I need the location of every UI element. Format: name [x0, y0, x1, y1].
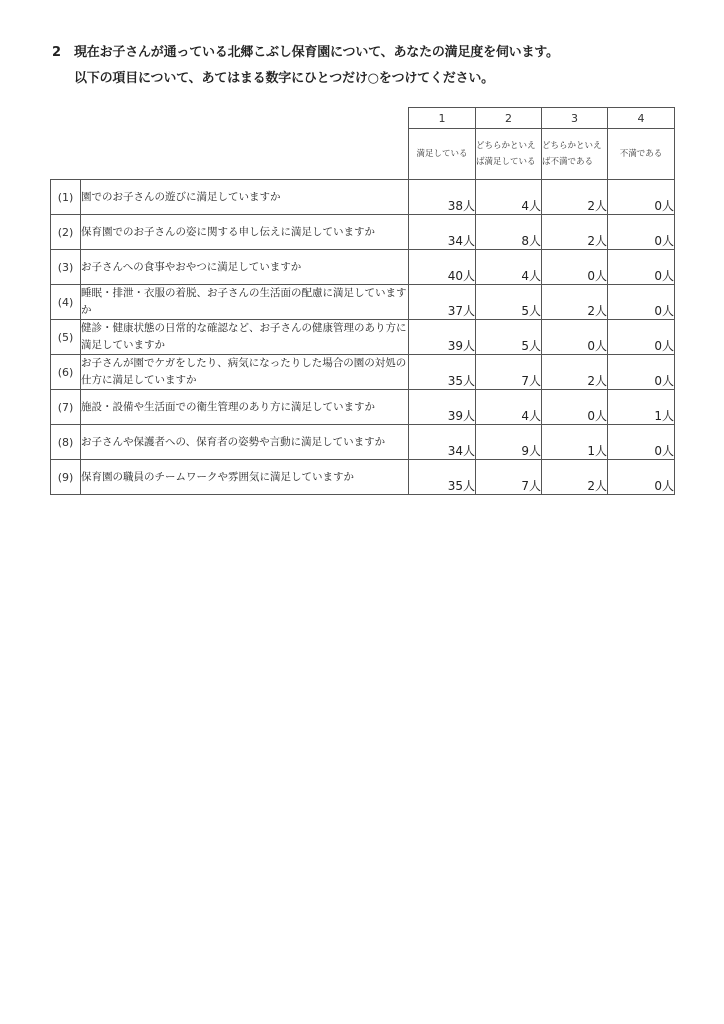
table-row	[51, 180, 675, 215]
item-number: (1)	[51, 180, 81, 215]
count-somewhat-satisfied: 5人	[476, 320, 542, 355]
item-question: 園でのお子さんの遊びに満足していますか	[81, 180, 409, 215]
item-question: お子さんへの食事やおやつに満足していますか	[81, 250, 409, 285]
satisfaction-table	[50, 107, 675, 495]
count-satisfied: 38人	[409, 180, 476, 215]
item-number: (4)	[51, 285, 81, 320]
column-number-row	[51, 108, 675, 129]
count-satisfied: 35人	[409, 460, 476, 495]
item-question: 施設・設備や生活面での衛生管理のあり方に満足していますか	[81, 390, 409, 425]
column-number: 4	[608, 108, 675, 129]
item-question: 保育園でのお子さんの姿に関する申し伝えに満足していますか	[81, 215, 409, 250]
item-number: (5)	[51, 320, 81, 355]
count-somewhat-dissatisfied: 2人	[542, 460, 608, 495]
count-somewhat-satisfied: 8人	[476, 215, 542, 250]
count-dissatisfied: 0人	[608, 285, 675, 320]
column-number: 2	[476, 108, 542, 129]
question-number: 2	[52, 45, 61, 60]
table-row	[51, 355, 675, 390]
count-dissatisfied: 0人	[608, 425, 675, 460]
count-somewhat-satisfied: 5人	[476, 285, 542, 320]
count-dissatisfied: 0人	[608, 250, 675, 285]
column-number: 1	[409, 108, 476, 129]
count-somewhat-dissatisfied: 2人	[542, 355, 608, 390]
column-label: 不満である	[608, 129, 675, 180]
item-number: (8)	[51, 425, 81, 460]
question-header	[52, 40, 702, 92]
count-somewhat-satisfied: 7人	[476, 460, 542, 495]
item-number: (6)	[51, 355, 81, 390]
count-dissatisfied: 0人	[608, 180, 675, 215]
count-satisfied: 39人	[409, 320, 476, 355]
column-label: どちらかといえば不満である	[542, 129, 608, 180]
item-question: お子さんや保護者への、保育者の姿勢や言動に満足していますか	[81, 425, 409, 460]
item-number: (2)	[51, 215, 81, 250]
item-question: 睡眠・排泄・衣服の着脱、お子さんの生活面の配慮に満足していますか	[81, 285, 409, 320]
count-somewhat-satisfied: 4人	[476, 390, 542, 425]
table-row	[51, 320, 675, 355]
count-satisfied: 34人	[409, 425, 476, 460]
question-line-1	[52, 40, 702, 66]
table-row	[51, 285, 675, 320]
count-somewhat-dissatisfied: 1人	[542, 425, 608, 460]
item-question: お子さんが園でケガをしたり、病気になったりした場合の園の対処の仕方に満足していますか	[81, 355, 409, 390]
question-text: 現在お子さんが通っている北郷こぶし保育園について、あなたの満足度を伺います。	[74, 45, 559, 60]
count-somewhat-satisfied: 7人	[476, 355, 542, 390]
table-row	[51, 250, 675, 285]
count-satisfied: 39人	[409, 390, 476, 425]
count-satisfied: 34人	[409, 215, 476, 250]
count-somewhat-dissatisfied: 2人	[542, 180, 608, 215]
count-somewhat-satisfied: 4人	[476, 180, 542, 215]
count-somewhat-dissatisfied: 2人	[542, 285, 608, 320]
column-label-row	[51, 129, 675, 180]
table-row	[51, 390, 675, 425]
table-row	[51, 425, 675, 460]
item-number: (7)	[51, 390, 81, 425]
count-dissatisfied: 0人	[608, 355, 675, 390]
count-somewhat-dissatisfied: 0人	[542, 250, 608, 285]
count-dissatisfied: 0人	[608, 215, 675, 250]
item-number: (3)	[51, 250, 81, 285]
item-question: 保育園の職員のチームワークや雰囲気に満足していますか	[81, 460, 409, 495]
count-dissatisfied: 1人	[608, 390, 675, 425]
count-satisfied: 40人	[409, 250, 476, 285]
item-number: (9)	[51, 460, 81, 495]
count-somewhat-dissatisfied: 2人	[542, 215, 608, 250]
table-row	[51, 215, 675, 250]
count-somewhat-satisfied: 4人	[476, 250, 542, 285]
column-number: 3	[542, 108, 608, 129]
count-satisfied: 37人	[409, 285, 476, 320]
question-instruction: 以下の項目について、あてはまる数字にひとつだけ○をつけてください。	[74, 71, 494, 86]
count-satisfied: 35人	[409, 355, 476, 390]
count-somewhat-dissatisfied: 0人	[542, 320, 608, 355]
column-label: どちらかといえば満足している	[476, 129, 542, 180]
count-dissatisfied: 0人	[608, 460, 675, 495]
item-question: 健診・健康状態の日常的な確認など、お子さんの健康管理のあり方に満足していますか	[81, 320, 409, 355]
table-row	[51, 460, 675, 495]
count-somewhat-satisfied: 9人	[476, 425, 542, 460]
count-somewhat-dissatisfied: 0人	[542, 390, 608, 425]
count-dissatisfied: 0人	[608, 320, 675, 355]
column-label: 満足している	[409, 129, 476, 180]
